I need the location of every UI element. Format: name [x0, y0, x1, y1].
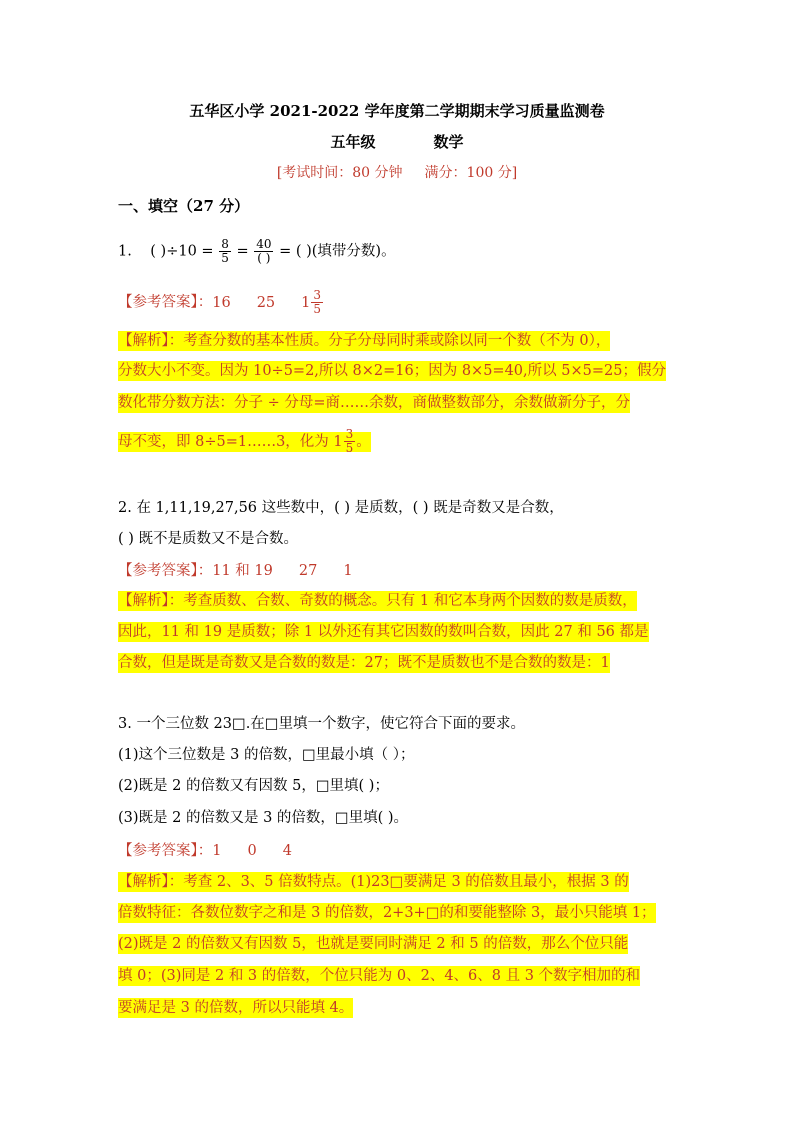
question-3-line: 3. 一个三位数 23□.在□里填一个数字，使它符合下面的要求。 — [118, 716, 526, 732]
question-3-line: (3)既是 2 的倍数又是 3 的倍数，□里填( )。 — [118, 810, 409, 826]
question-number: 1. — [118, 243, 132, 260]
answer-value: 16 — [212, 294, 231, 311]
fraction: $\frac{40}{( )}$ — [256, 237, 272, 265]
explanation-line: 【解析】：考查分数的基本性质。分子分母同时乘或除以同一个数（不为 0）， — [118, 333, 611, 349]
answer-value: 1 — [212, 843, 222, 859]
explanation-line: 合数，但是既是奇数又是合数的数是：27；既不是质数也不是合数的数是：1 — [118, 655, 610, 671]
explanation-line: 因此，11 和 19 是质数；除 1 以外还有其它因数的数叫合数，因此 27 和 56 都是 — [118, 624, 649, 640]
question-text: ( )÷10 = — [150, 243, 214, 260]
question-1: 1. ( )÷10 = $\frac{8}{5}$ = $\frac{40}{( )}$ = ( )(填带分数)。 — [118, 237, 396, 265]
exam-time: [考试时间：80 分钟 — [276, 165, 403, 181]
exam-score: 满分：100 分] — [424, 165, 518, 181]
answer-tag: 【参考答案】： — [118, 294, 213, 311]
grade-label: 五年级 — [330, 133, 376, 151]
explanation-line: 要满足是 3 的倍数，所以只能填 4。 — [118, 1000, 354, 1016]
answer-tag: 【参考答案】： — [118, 843, 213, 859]
exam-subtitle — [0, 129, 794, 155]
answer-value: 11 和 19 — [212, 563, 273, 579]
explanation-line: 【解析】：考查质数、合数、奇数的概念。只有 1 和它本身两个因数的数是质数， — [118, 593, 637, 609]
answer-1 — [118, 289, 324, 316]
exam-title: 五华区小学 2021-2022 学年度第二学期期末学习质量监测卷 — [189, 102, 605, 120]
answer-value: 27 — [298, 563, 318, 579]
answer-value: 4 — [282, 843, 292, 859]
explanation-line: 母不变，即 8÷5=1……3，化为 1 $\frac{3}{5}$ 。 — [118, 427, 371, 455]
answer-tag: 【参考答案】： — [118, 563, 213, 579]
answer-value: 1 — [343, 563, 353, 579]
subject-label: 数学 — [433, 133, 464, 151]
explanation-line: (2)既是 2 的倍数又有因数 5，也就是要同时满足 2 和 5 的倍数，那么个位只能 — [118, 936, 629, 952]
explanation-line: 【解析】：考查 2、3、5 倍数特点。(1)23□要满足 3 的倍数且最小，根据 3 的 — [118, 874, 629, 890]
mixed-number: 1 $\frac{3}{5}$ — [301, 288, 322, 316]
answer-value: 25 — [256, 294, 276, 311]
answer-3 — [118, 838, 318, 864]
explanation-line: 数化带分数方法：分子 ÷ 分母=商……余数，商做整数部分，余数做新分子，分 — [118, 395, 631, 411]
question-text: = ( )(填带分数)。 — [279, 243, 396, 260]
explanation-line: 倍数特征：各数位数字之和是 3 的倍数，2+3+□的和要能整除 3，最小只能填 1； — [118, 905, 656, 921]
question-2-line: 2. 在 1,11,19,27,56 这些数中，( ) 是质数，( ) 既是奇数又是合数， — [118, 500, 564, 516]
question-3-line: (2)既是 2 的倍数又有因数 5，□里填( )； — [118, 778, 389, 794]
answer-value: 0 — [247, 843, 257, 859]
explanation-line: 填 0；(3)同是 2 和 3 的倍数，个位只能为 0、2、4、6、8 且 3 个数字相加的和 — [118, 968, 641, 984]
answer-2 — [118, 558, 379, 584]
fraction: $\frac{8}{5}$ — [221, 237, 229, 265]
explanation-line: 分数大小不变。因为 10÷5=2,所以 8×2=16；因为 8×5=40,所以 5×5=25；假分 — [118, 363, 666, 379]
section-title: 一、填空（27 分） — [118, 197, 250, 215]
exam-meta — [0, 160, 794, 186]
question-2-line: ( ) 既不是质数又不是合数。 — [118, 531, 299, 547]
question-3-line: (1)这个三位数是 3 的倍数，□里最小填（ ）； — [118, 747, 415, 763]
